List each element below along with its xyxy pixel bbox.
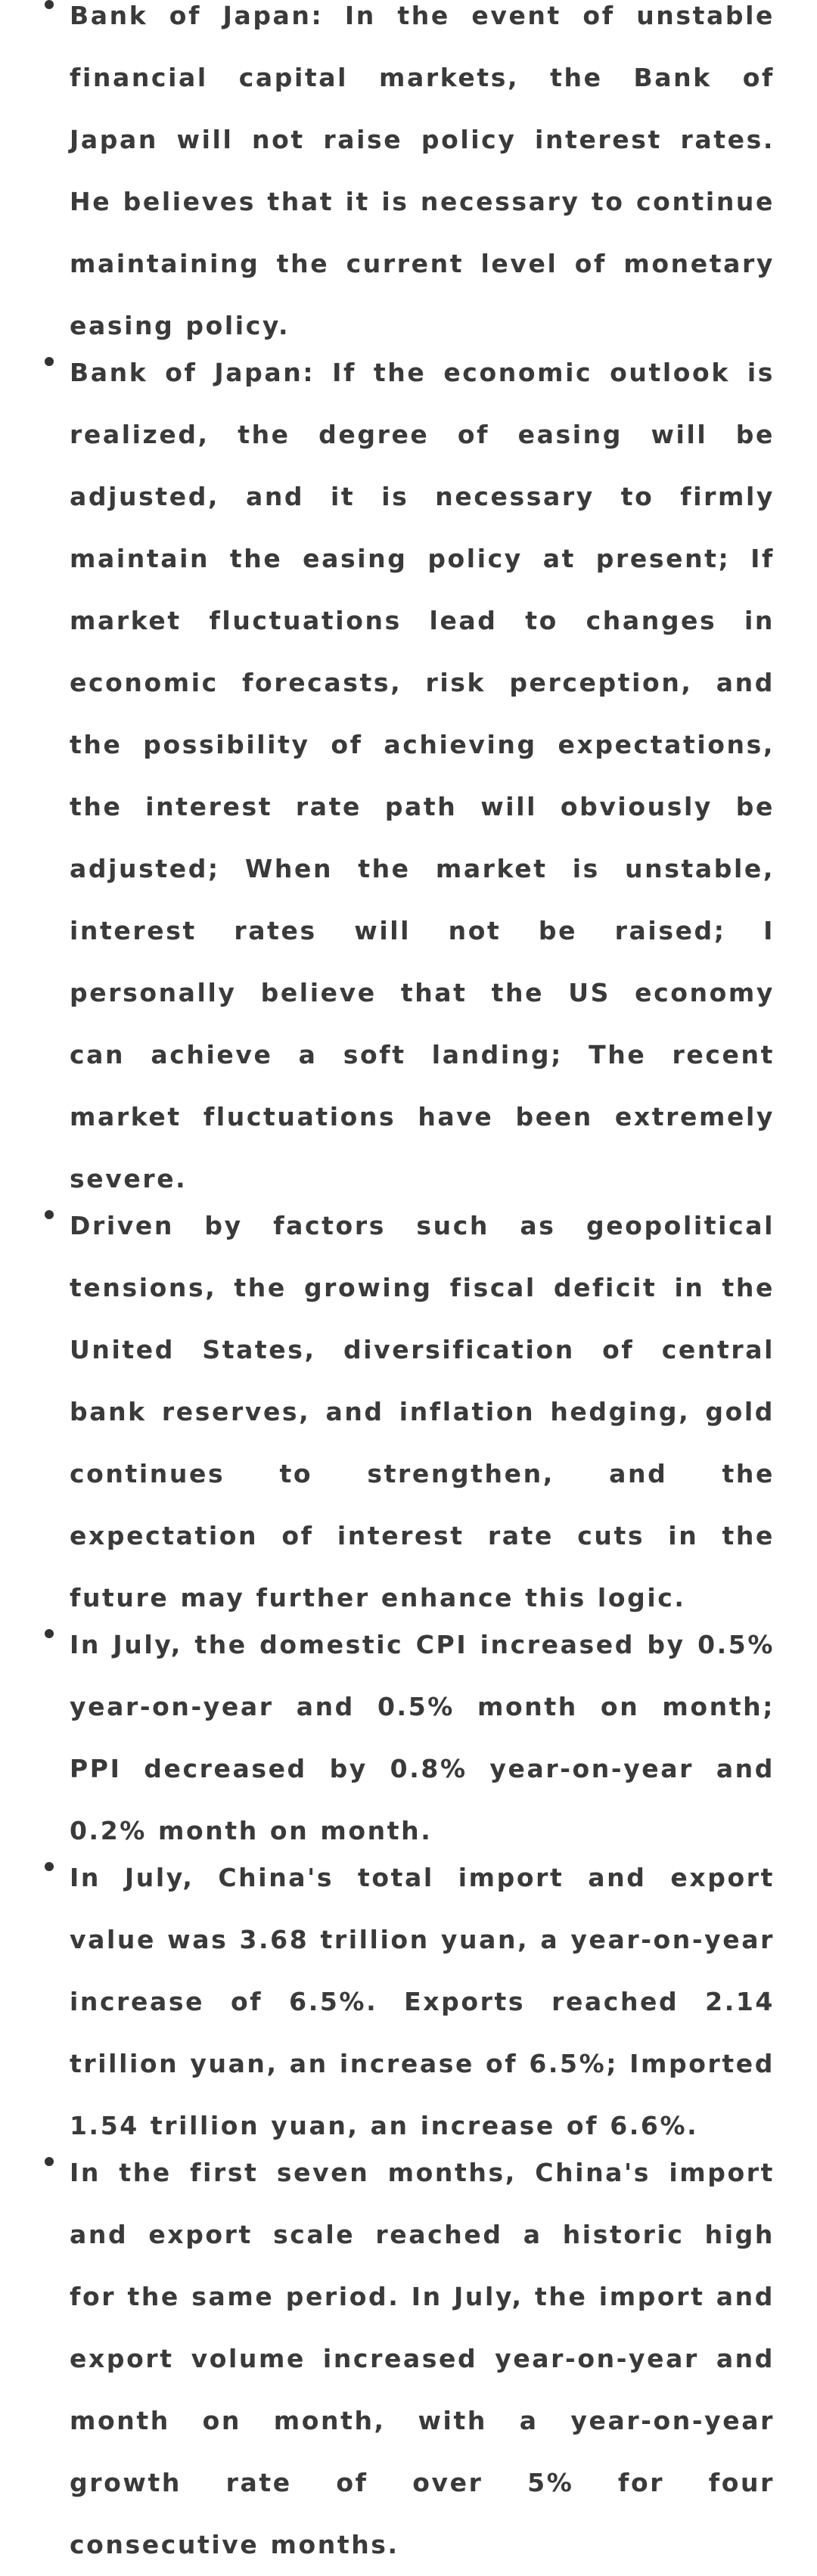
bullet-icon xyxy=(45,357,54,366)
list-item xyxy=(0,342,817,1210)
bullet-text: In July, the domestic CPI increased by 0.5% year-on-year and 0.5% month on month; PPI decreased by 0.8% year-on-year and 0.2% month on month. xyxy=(70,1630,775,1845)
bullet-icon xyxy=(45,0,54,9)
list-item xyxy=(0,1195,817,1629)
bullet-text: In the first seven months, China's import and export scale reached a historic high for the same period. In July, the import and export volume increased year-on-year and month on month, with a year-on-year growth rate of over 5% for four consecutive months. xyxy=(70,2158,775,2559)
bullet-icon xyxy=(45,1629,54,1638)
bullet-icon xyxy=(45,1862,54,1871)
bullet-text: Driven by factors such as geopolitical tensions, the growing fiscal deficit in the United States, diversification of central bank reserves, and inflation hedging, gold continues to strengthen, and the expectation of interest rate cuts in the future may further enhance this logic. xyxy=(70,1211,775,1612)
bullet-icon xyxy=(45,1210,54,1219)
list-item xyxy=(0,0,817,357)
bullet-text: Bank of Japan: If the economic outlook is realized, the degree of easing will be adjusted, and it is necessary to firmly maintain the easing policy at present; If market fluctuations lead to changes in economic forecasts, risk perception, and the possibility of achieving expectations, the interest rate path will obviously be adjusted; When the market is unstable, interest rates will not be raised; I personally believe that the US economy can achieve a soft landing; The recent market fluctuations have been extremely severe. xyxy=(70,358,775,1193)
list-item xyxy=(0,1847,817,2157)
list-item xyxy=(0,2142,817,2576)
bullet-text: Bank of Japan: In the event of unstable financial capital markets, the Bank of Japan will not raise policy interest rates. He believes that it is necessary to continue maintaining the current level of monetary easing policy. xyxy=(70,1,775,340)
list-item xyxy=(0,1614,817,1862)
bullet-text: In July, China's total import and export value was 3.68 trillion yuan, a year-on-year increase of 6.5%. Exports reached 2.14 trillion yuan, an increase of 6.5%; Imported 1.54 trillion yuan, an increase of 6.6%. xyxy=(70,1863,775,2140)
bullet-icon xyxy=(45,2157,54,2166)
